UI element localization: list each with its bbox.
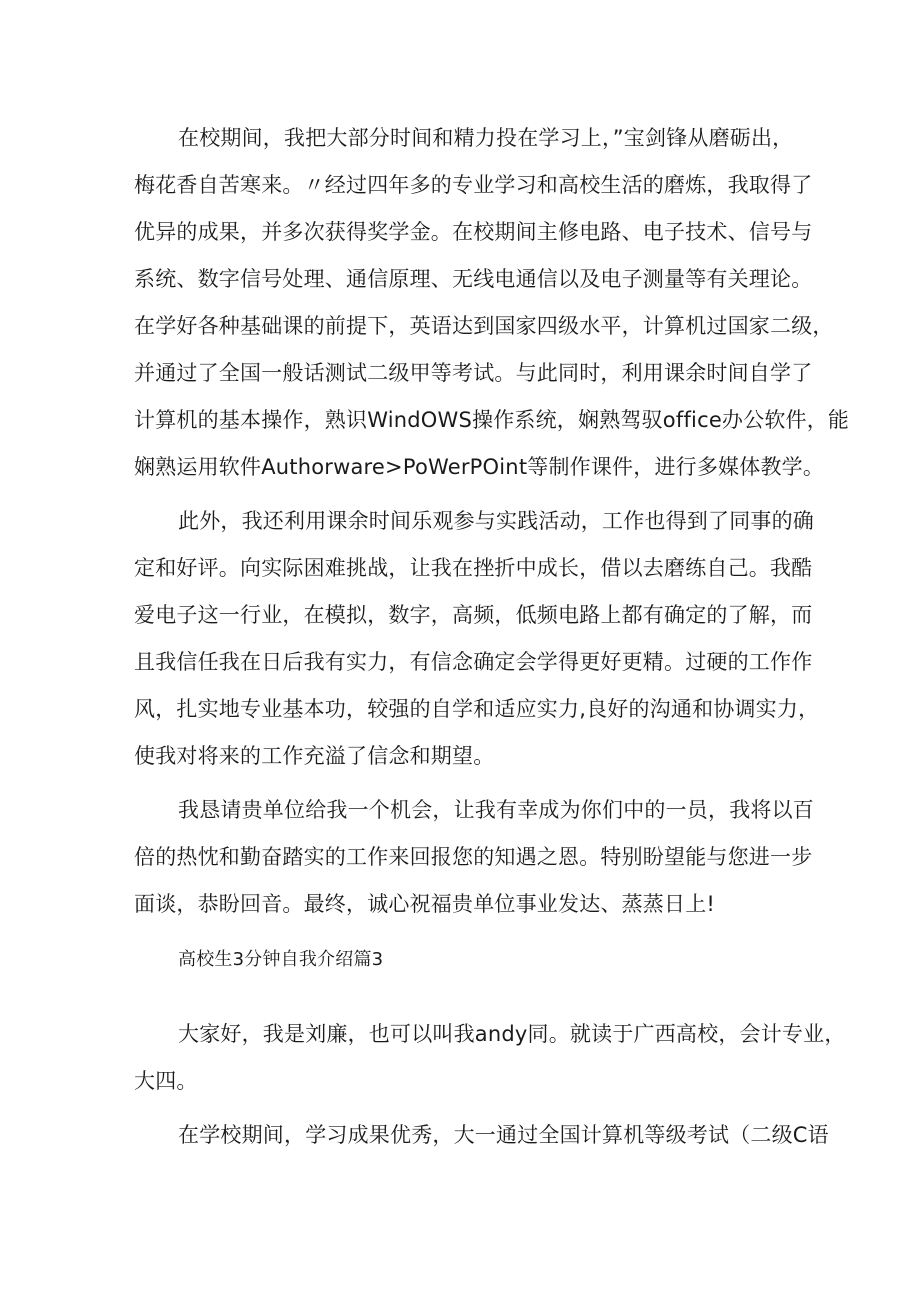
- paragraph-5-line-1: 在学校期间，学习成果优秀，大一通过全国计算机等级考试（二级C语: [178, 1123, 829, 1147]
- paragraph-4-line-1: 大家好，我是刘廉，也可以叫我andy同。就读于广西高校，会计专业，: [178, 1022, 846, 1046]
- paragraph-1-line-6: 并通过了全国一般话测试二级甲等考试。与此同时，利用课余时间自学了: [134, 361, 813, 385]
- paragraph-3-line-2: 倍的热忱和勤奋踏实的工作来回报您的知遇之恩。特别盼望能与您进一步: [134, 845, 813, 869]
- paragraph-4-line-2: 大四。: [134, 1069, 198, 1093]
- paragraph-1-line-7: 计算机的基本操作，熟识WindOWS操作系统，娴熟驾驭office办公软件，能: [134, 408, 850, 432]
- paragraph-1-line-1: 在校期间，我把大部分时间和精力投在学习上，”宝剑锋从磨砺出，: [178, 126, 794, 150]
- paragraph-1-line-8: 娴熟运用软件Authorware>PoWerPOint等制作课件，进行多媒体教学。: [134, 455, 825, 479]
- paragraph-1-line-5: 在学好各种基础课的前提下，英语达到国家四级水平，计算机过国家二级，: [134, 314, 834, 338]
- paragraph-3-line-3: 面谈，恭盼回音。最终，诚心祝福贵单位事业发达、蒸蒸日上!: [134, 892, 716, 916]
- paragraph-2-line-6: 使我对将来的工作充溢了信念和期望。: [134, 744, 495, 768]
- section-heading: 高校生3分钟自我介绍篇3: [178, 949, 384, 970]
- paragraph-1-line-4: 系统、数字信号处理、通信原理、无线电通信以及电子测量等有关理论。: [134, 267, 813, 291]
- paragraph-2-line-1: 此外，我还利用课余时间乐观参与实践活动，工作也得到了同事的确: [178, 509, 814, 533]
- paragraph-2-line-5: 风，扎实地专业基本功，较强的自学和适应实力,良好的沟通和协调实力，: [134, 697, 820, 721]
- paragraph-2-line-4: 且我信任我在日后我有实力，有信念确定会学得更好更精。过硬的工作作: [134, 650, 813, 674]
- paragraph-2-line-2: 定和好评。向实际困难挑战，让我在挫折中成长，借以去磨练自己。我酷: [134, 556, 813, 580]
- paragraph-1-line-3: 优异的成果，并多次获得奖学金。在校期间主修电路、电子技术、信号与: [134, 220, 813, 244]
- paragraph-1-line-2: 梅花香自苦寒来。〃经过四年多的专业学习和高校生活的磨炼，我取得了: [134, 173, 813, 197]
- paragraph-3-line-1: 我恳请贵单位给我一个机会，让我有幸成为你们中的一员，我将以百: [178, 798, 814, 822]
- paragraph-2-line-3: 爱电子这一行业，在模拟，数字，高频，低频电路上都有确定的了解，而: [134, 603, 813, 627]
